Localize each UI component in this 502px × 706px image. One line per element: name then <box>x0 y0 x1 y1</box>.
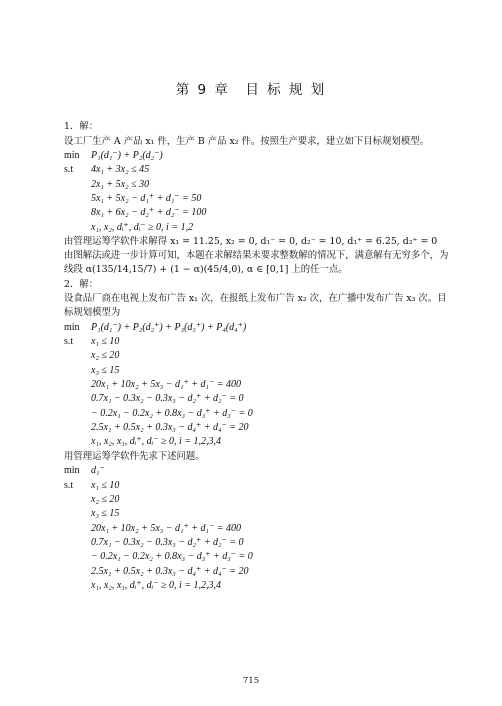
problem1-constraint: 8x₁ + 6x₂ − d₂⁺ + d₂⁻ = 100 <box>91 207 207 218</box>
problem1-constraint: x₁, x₂, dᵢ⁺, dᵢ⁻ ≥ 0, i = 1,2 <box>91 222 194 233</box>
problem2-constraint-2: x₃ ≤ 15 <box>91 508 120 519</box>
problem1-constraint: 5x₁ + 5x₂ − d₁⁺ + d₁⁻ = 50 <box>91 193 202 204</box>
page-number: 715 <box>242 676 260 686</box>
problem2-constraint-2: 2.5x₁ + 0.5x₂ + 0.3x₃ − d₄⁺ + d₄⁻ = 20 <box>91 566 249 577</box>
problem2-objective-2: d₁⁻ <box>91 465 105 476</box>
problem2-constraint: 20x₁ + 10x₂ + 5x₃ − d₁⁺ + d₁⁻ = 400 <box>91 379 241 390</box>
problem2-constraint-2: x₁ ≤ 10 <box>91 480 120 491</box>
problem1-heading: 1．解： <box>64 121 99 132</box>
problem2-st-label: s.t <box>64 336 74 347</box>
problem2-constraint-2: 0.7x₁ − 0.3x₂ − 0.3x₃ − d₂⁺ + d₂⁻ = 0 <box>91 537 244 548</box>
problem1-objective: P₁(d₁⁻) + P₂(d₂⁻) <box>91 150 163 161</box>
problem2-constraint: 2.5x₁ + 0.5x₂ + 0.3x₃ − d₄⁺ + d₄⁻ = 20 <box>91 422 249 433</box>
problem2-objective: P₁(d₁⁻) + P₂(d₂⁺) + P₃(d₃⁺) + P₄(d₄⁺) <box>91 322 247 333</box>
problem2-constraint: − 0.2x₁ − 0.2x₂ + 0.8x₃ − d₃⁺ + d₃⁻ = 0 <box>91 408 253 419</box>
problem1-intro: 设工厂生产 A 产品 x₁ 件，生产 B 产品 x₂ 件。按照生产要求，建立如下目标规划模型。 <box>64 136 429 147</box>
problem2-constraint-2: 20x₁ + 10x₂ + 5x₃ − d₁⁺ + d₁⁻ = 400 <box>91 523 241 534</box>
problem2-min-label: min <box>64 322 80 333</box>
problem2-intro-line1: 设食品厂商在电视上发布广告 x₁ 次，在报纸上发布广告 x₂ 次，在广播中发布广告 x₃ 次。目 <box>64 293 447 304</box>
problem2-constraint: x₂ ≤ 20 <box>91 350 120 361</box>
problem2-st-label-2: s.t <box>64 480 74 491</box>
problem2-constraint: x₁ ≤ 10 <box>91 336 120 347</box>
problem1-note-line2: 线段 α(135/14,15/7) + (1 − α)(45/4,0), α ∈ [0,1] 上的任一点。 <box>64 264 348 275</box>
problem2-constraint-2: − 0.2x₁ − 0.2x₂ + 0.8x₃ − d₃⁺ + d₃⁻ = 0 <box>91 551 253 562</box>
problem2-software-text: 用管理运筹学软件先求下述问题。 <box>64 451 205 462</box>
problem1-solution: 由管理运筹学软件求解得 x₁ = 11.25, x₂ = 0, d₁⁻ = 0, d₂⁻ = 10, d₁⁺ = 6.25, d₂⁺ = 0 <box>64 236 438 247</box>
problem1-note-line1: 由图解法或进一步计算可知，本题在求解结果未要求整数解的情况下，满意解有无穷多个，为 <box>64 250 449 261</box>
chapter-title: 第 9 章 目 标 规 划 <box>175 82 327 98</box>
problem1-constraint: 4x₁ + 3x₂ ≤ 45 <box>91 164 150 175</box>
problem2-heading: 2．解： <box>64 279 99 290</box>
problem2-constraint-2: x₂ ≤ 20 <box>91 494 120 505</box>
problem2-constraint-2: x₁, x₂, x₃, dᵢ⁺, dᵢ⁻ ≥ 0, i = 1,2,3,4 <box>91 580 221 591</box>
problem2-intro-line2: 标规划模型为 <box>64 307 121 318</box>
problem2-constraint: 0.7x₁ − 0.3x₂ − 0.3x₃ − d₂⁺ + d₂⁻ = 0 <box>91 393 244 404</box>
problem1-constraint: 2x₁ + 5x₂ ≤ 30 <box>91 179 150 190</box>
problem1-min-label: min <box>64 150 80 161</box>
problem2-constraint: x₃ ≤ 15 <box>91 365 120 376</box>
problem2-constraint: x₁, x₂, x₃, dᵢ⁺, dᵢ⁻ ≥ 0, i = 1,2,3,4 <box>91 436 221 447</box>
problem1-st-label: s.t <box>64 164 74 175</box>
problem2-min-label-2: min <box>64 465 80 476</box>
